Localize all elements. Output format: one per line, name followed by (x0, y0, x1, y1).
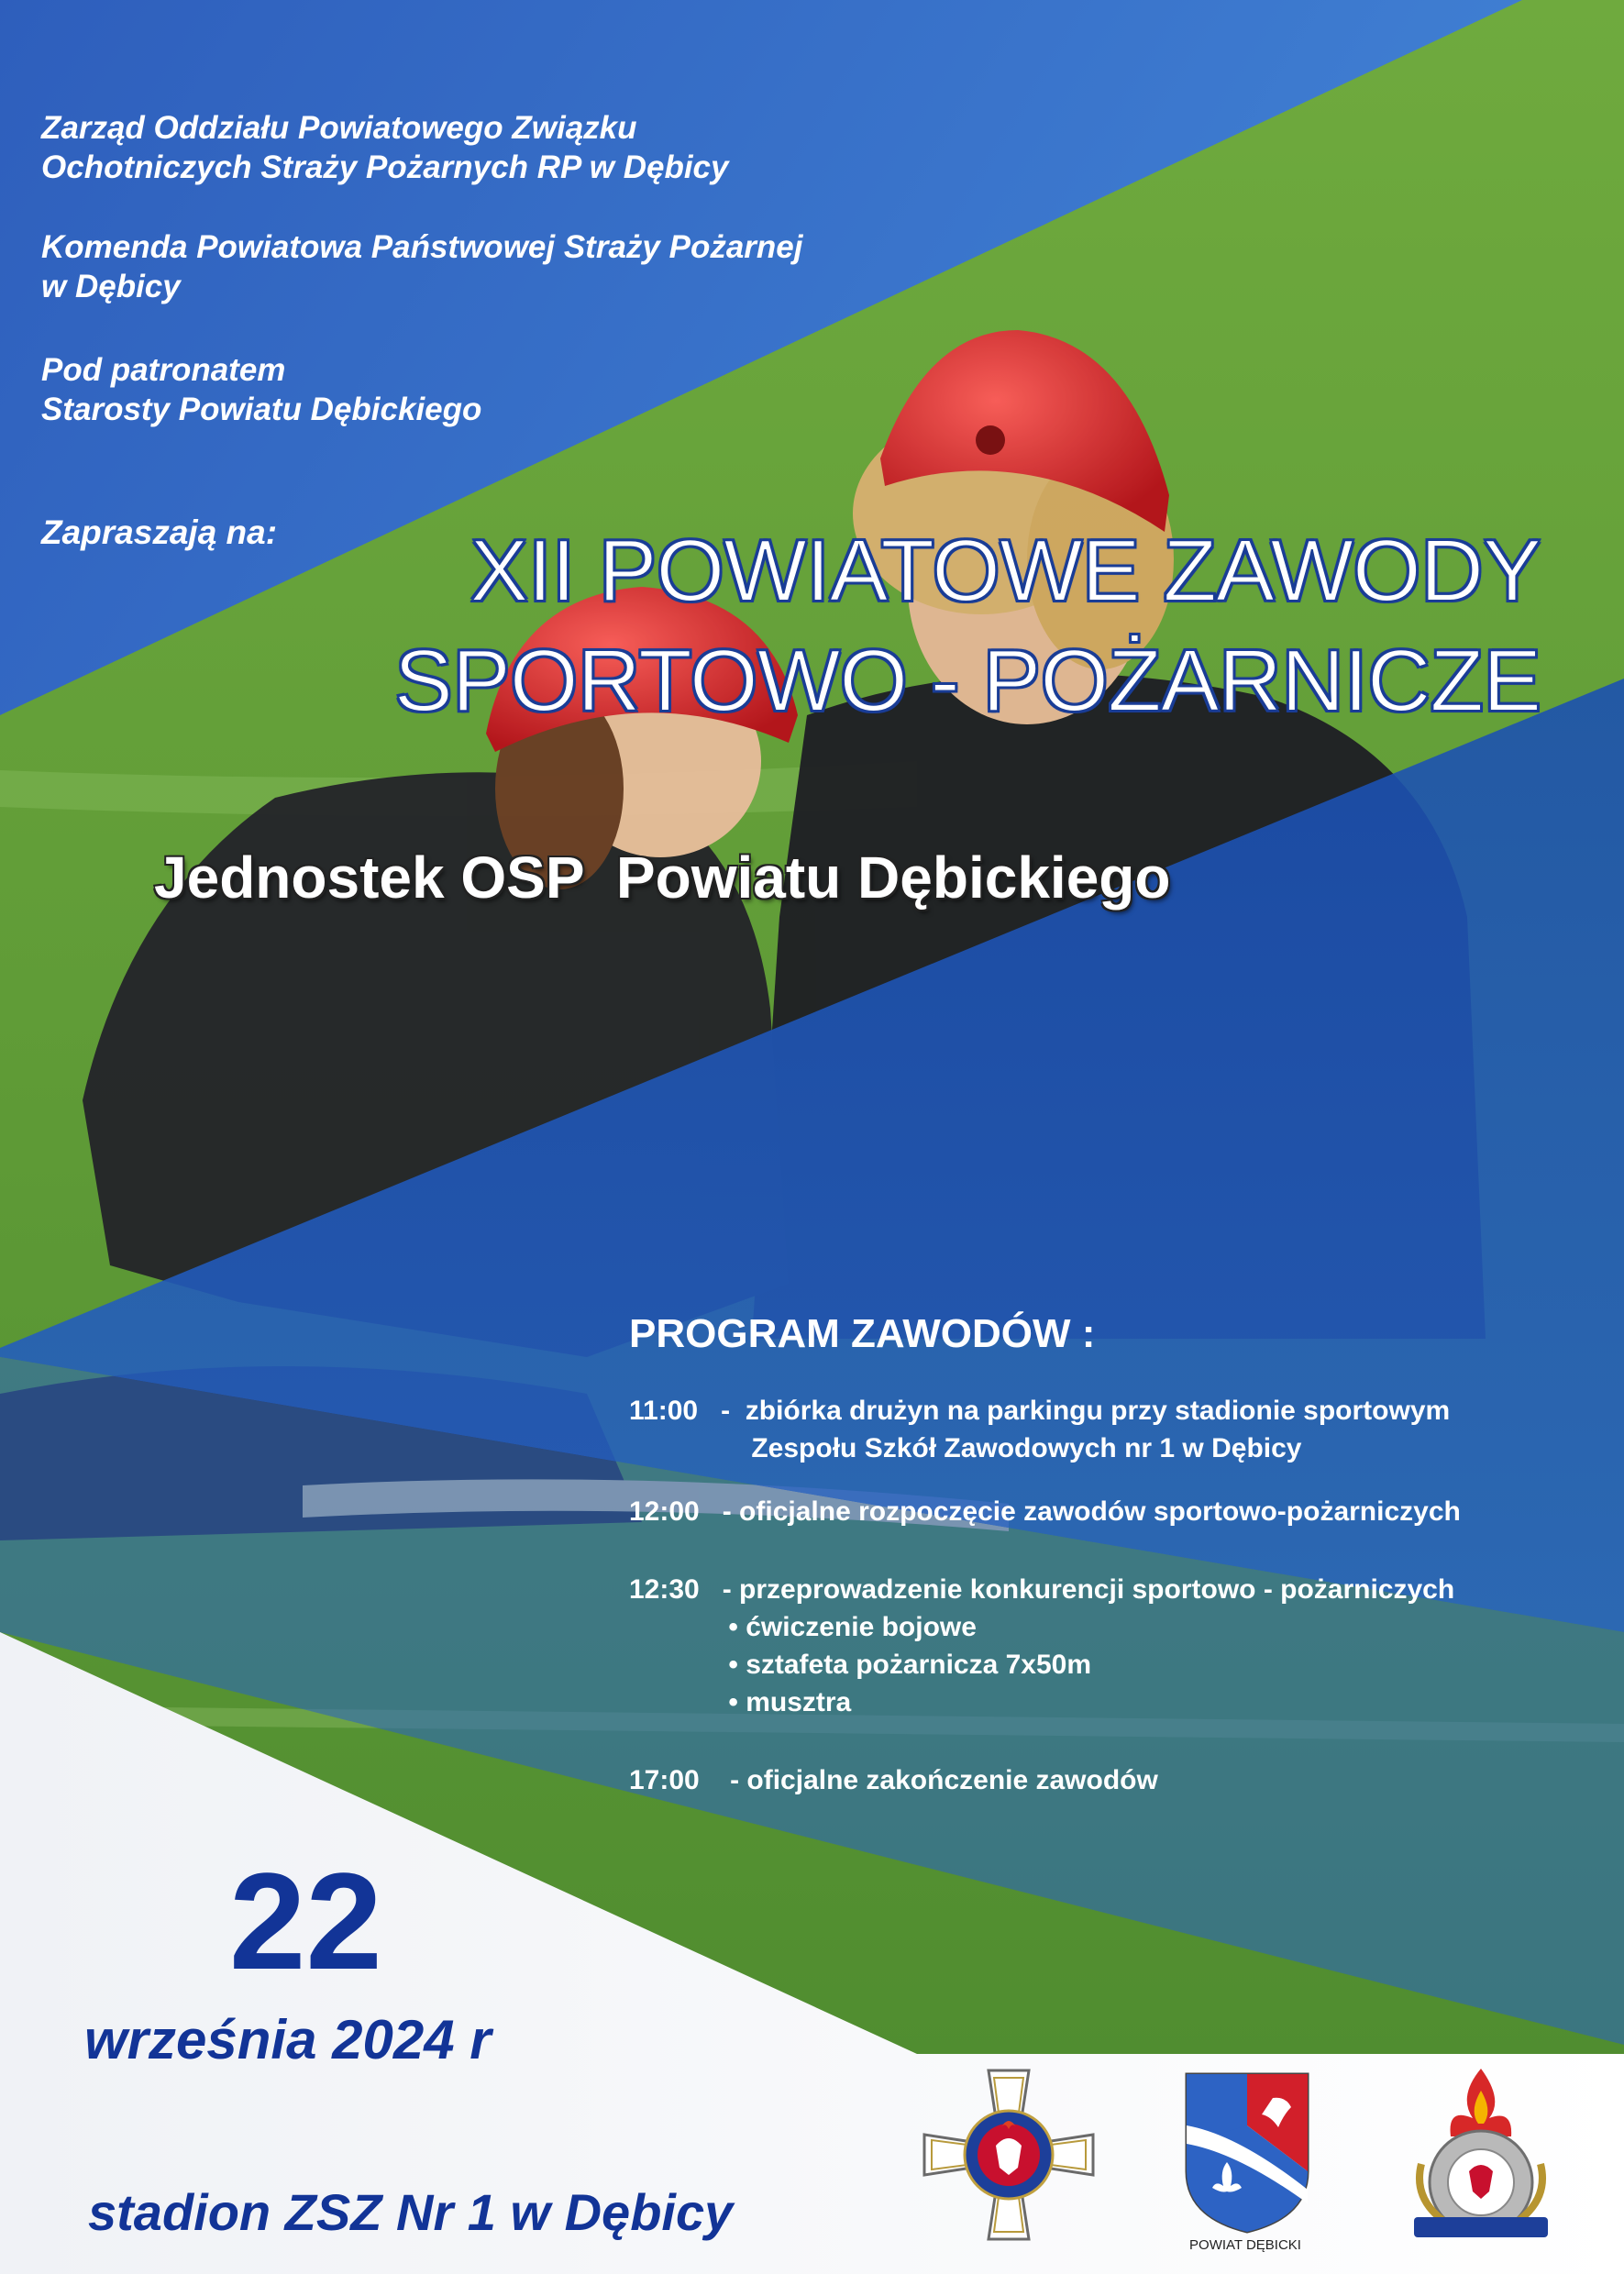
event-title-line1: XII POWIATOWE ZAWODY (470, 522, 1541, 620)
event-title-line2: SPORTOWO - POŻARNICZE (393, 632, 1541, 730)
invite-text: Zapraszają na: (41, 513, 278, 551)
organizer-line: Zarząd Oddziału Powiatowego Związku (41, 110, 637, 146)
program-heading: PROGRAM ZAWODÓW : (629, 1311, 1096, 1356)
program-item: Zespołu Szkół Zawodowych nr 1 w Dębicy (629, 1433, 1302, 1463)
program-section (629, 1311, 1461, 1799)
program-item: 17:00 - oficjalne zakończenie zawodów (629, 1765, 1158, 1795)
program-item: 12:00 - oficjalne rozpoczęcie zawodów sportowo-pożarniczych (629, 1496, 1461, 1527)
program-subitem: • ćwiczenie bojowe (629, 1612, 977, 1642)
event-venue: stadion ZSZ Nr 1 w Dębicy (88, 2183, 734, 2241)
patronage-block (41, 350, 481, 429)
powiat-debicki-coat-of-arms-icon (1183, 2070, 1311, 2235)
event-month-year: września 2024 r (84, 2009, 492, 2070)
organizer-line: w Dębicy (41, 269, 181, 304)
organizer-line: Ochotniczych Straży Pożarnych RP w Dębicy (41, 149, 729, 185)
program-item: 12:30 - przeprowadzenie konkurencji sportowo - pożarniczych (629, 1574, 1455, 1605)
organizer-block-2 (41, 227, 802, 306)
zosp-logo-icon (922, 2068, 1096, 2242)
organizer-block-1 (41, 108, 728, 187)
organizer-line: Komenda Powiatowa Państwowej Straży Pożarnej (41, 229, 803, 265)
program-item: 11:00 - zbiórka drużyn na parkingu przy stadionie sportowym (629, 1396, 1451, 1426)
program-subitem: • musztra (629, 1687, 852, 1717)
event-day: 22 (229, 1844, 382, 1998)
patronage-line: Pod patronatem (41, 352, 286, 388)
event-subtitle: Jednostek OSP Powiatu Dębickiego (154, 844, 1171, 911)
program-subitem: • sztafeta pożarnicza 7x50m (629, 1650, 1092, 1680)
psp-logo-icon (1394, 2063, 1568, 2246)
patronage-line: Starosty Powiatu Dębickiego (41, 392, 482, 427)
powiat-caption: POWIAT DĘBICKI (1189, 2237, 1301, 2253)
